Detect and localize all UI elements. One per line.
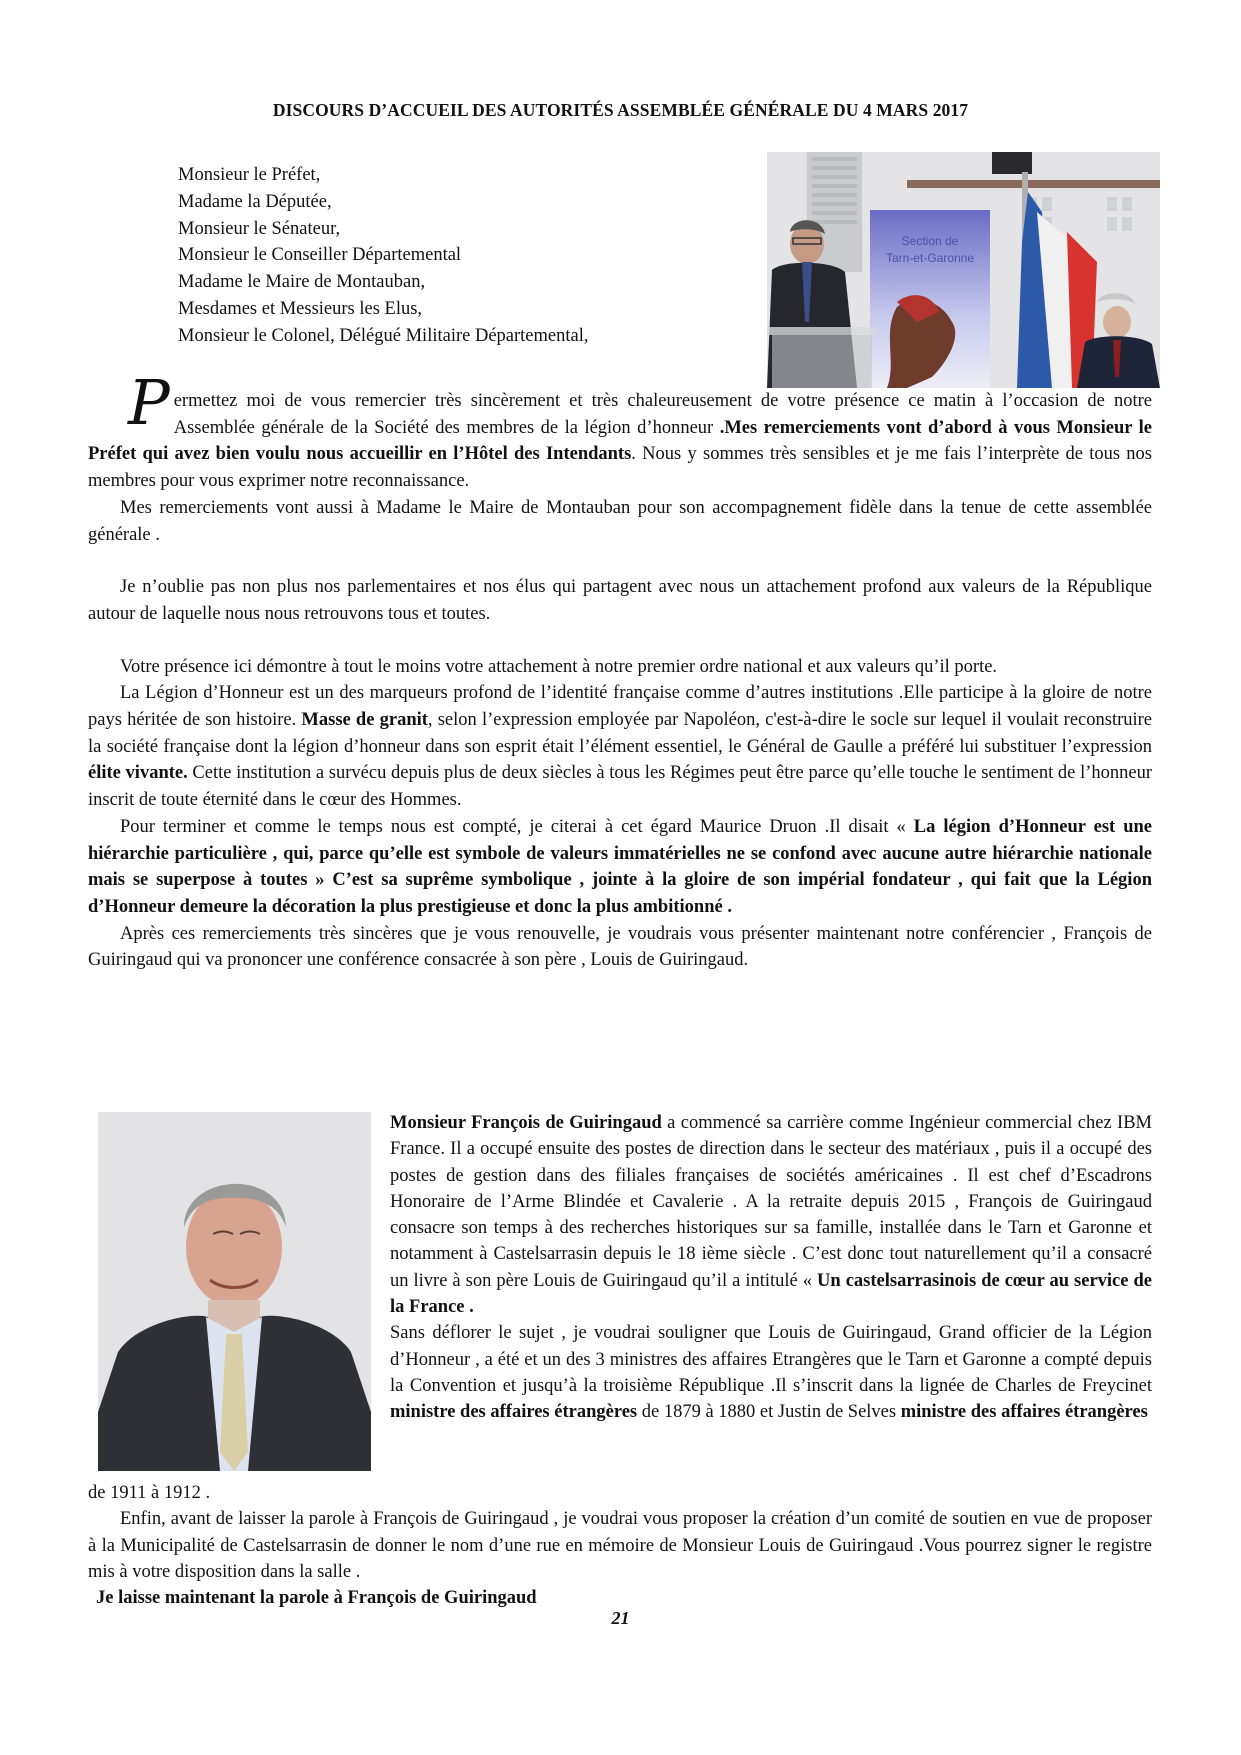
paragraph-bold-text: .Mes remerciements vont d’abord à vous Monsieur le Préfet qui avez bien voulu nous accueillir en l’Hôtel des Intendants	[88, 417, 1152, 465]
speaker-bio	[390, 1110, 1152, 1426]
body-text	[88, 366, 1153, 974]
banner-text-line2: Tarn-et-Garonne	[885, 251, 975, 265]
salutation-line: Monsieur le Conseiller Départemental	[178, 245, 462, 266]
salutation-line: Monsieur le Préfet,	[178, 165, 321, 185]
paragraph-opening	[88, 366, 1152, 495]
drop-cap: P	[128, 366, 170, 439]
paragraph-text: , selon l’expression employée par Napoléon, c'est-à-dire le socle sur lequel il voulait reconstruire la société française dont la légion d’honneur dans son esprit était l’élément essentiel, le Général de Gaulle a préféré lui substituer l’expression	[88, 710, 1153, 757]
paragraph-parliamentarians: Je n’oublie pas non plus nos parlementaires et nos élus qui partagent avec nous un attachement profond aux valeurs de la République autour de laquelle nous nous retrouvons tous et toutes.	[88, 577, 1152, 624]
paragraph-committee: Enfin, avant de laisser la parole à François de Guiringaud , je voudrai vous proposer la création d’un comité de soutien en vue de proposer à la Municipalité de Castelsarrasin de donner le nom d’une rue en mémoire de Monsieur Louis de Guiringaud .Vous pourrez signer le registre mis à votre disposition dans la salle .	[88, 1509, 1152, 1582]
paragraph-mayor-thanks: Mes remerciements vont aussi à Madame le Maire de Montauban pour son accompagnement fidèle dans la tenue de cette assemblée générale .	[88, 497, 1152, 545]
speaker-name: Monsieur François de Guiringaud	[390, 1113, 662, 1133]
paragraph-bold-text: élite vivante.	[88, 763, 188, 784]
book-title: Un castelsarrasinois de cœur au service de la France .	[390, 1270, 1153, 1318]
paragraph-text: Cette institution a survécu depuis plus de deux siècles à tous les Régimes peut être parce qu’elle touche le sentiment de l’honneur inscrit de toute éternité dans le cœur des Hommes.	[88, 763, 1152, 811]
closing-section	[88, 1480, 1152, 1611]
paragraph-text: . Nous y sommes très sensibles et je me fais l’interprète de tous nos membres pour vous exprimer notre reconnaissance.	[88, 444, 1152, 492]
page-number: 21	[611, 1608, 630, 1628]
bio-text: a commencé sa carrière comme Ingénieur commercial chez IBM France. Il a occupé ensuite des postes de direction dans le secteur des matériaux , puis il a occupé des postes de gestion dans des filiales françaises de sociétés américaines . Il est chef d’Escadrons Honoraire de l’Arme Blindée et Cavalerie . A la retraite depuis 2015 , François de Guiringaud consacre son temps à des recherches historiques sur sa famille, installée dans le Tarn et Garonne et notamment à Castelsarrasin depuis le 18 ième siècle . C’est donc tout naturellement qu’il a consacré un livre à son père Louis de Guiringaud qu’il a intitulé «	[390, 1113, 1152, 1291]
salutation-line: Monsieur le Colonel, Délégué Militaire Départemental,	[178, 325, 589, 346]
salutation-line: Mesdames et Messieurs les Elus,	[178, 298, 423, 319]
quote-bold-text: La légion d’Honneur est une hiérarchie particulière , qui, parce qu’elle est symbole de valeurs immatérielles ne se confond avec aucune autre hiérarchie nationale mais se superpose à toutes » C’est sa suprême symbolique , jointe à la gloire de son impérial fondateur , qui fait que la Légion d’Honneur demeure la décoration la plus prestigieuse et donc la plus ambitionné .	[88, 816, 1152, 917]
paragraph-text: ermettez moi de vous remercier très sincèrement et très chaleureusement de votre présence ce matin à l’occasion de notre Assemblée générale de la Société des membres de la légion d’honneur	[173, 391, 1152, 438]
paragraph-druon-quote	[88, 814, 1152, 921]
paragraph-legion-honneur	[88, 680, 1152, 814]
closing-line: Je laisse maintenant la parole à François de Guiringaud	[96, 1588, 537, 1609]
salutation-line: Monsieur le Sénateur,	[178, 218, 341, 239]
portrait-illustration	[98, 1112, 371, 1471]
bio-tail-text: de 1911 à 1912 .	[88, 1483, 211, 1503]
bio-bold-text: ministre des affaires étrangères	[390, 1402, 638, 1423]
salutations-list	[178, 162, 588, 350]
photo-portrait	[98, 1112, 371, 1471]
banner-text-line1: Section de	[901, 234, 959, 248]
photo-speaker-at-lectern	[767, 152, 1160, 388]
paragraph-presence: Votre présence ici démontre à tout le moins votre attachement à notre premier ordre national et aux valeurs qu’il porte.	[120, 656, 998, 677]
speaker-photo-illustration	[767, 152, 1160, 388]
paragraph-text: La Légion d’Honneur est un des marqueurs profond de l’identité française comme d’autres institutions .Elle participe à la gloire de notre pays héritée de son histoire.	[88, 683, 1152, 731]
paragraph-bold-text: Masse de granit	[301, 710, 428, 731]
bio-text: de 1879 à 1880 et Justin de Selves	[637, 1402, 901, 1423]
salutation-line: Madame la Députée,	[178, 191, 332, 212]
salutation-line: Madame le Maire de Montauban,	[178, 272, 426, 293]
bio-bold-text: ministre des affaires étrangères	[900, 1402, 1148, 1423]
paragraph-speaker-intro: Après ces remerciements très sincères que je vous renouvelle, je voudrais vous présenter maintenant notre conférencier , François de Guiringaud qui va prononcer une conférence consacrée à son père , Louis de Guiringaud.	[88, 923, 1152, 971]
bio-text: Sans déflorer le sujet , je voudrai souligner que Louis de Guiringaud, Grand officier de la Légion d’Honneur , a été et un des 3 ministres des affaires Etrangères que le Tarn et Garonne a compté depuis la Convention et jusqu’à la troisième République .Il s’inscrit dans la lignée de Charles de Freycinet	[390, 1323, 1152, 1396]
document-title: DISCOURS D’ACCUEIL DES AUTORITÉS ASSEMBLÉE GÉNÉRALE DU 4 MARS 2017	[272, 100, 969, 120]
paragraph-text: Pour terminer et comme le temps nous est compté, je citerai à cet égard Maurice Druon .Il disait «	[120, 816, 914, 837]
